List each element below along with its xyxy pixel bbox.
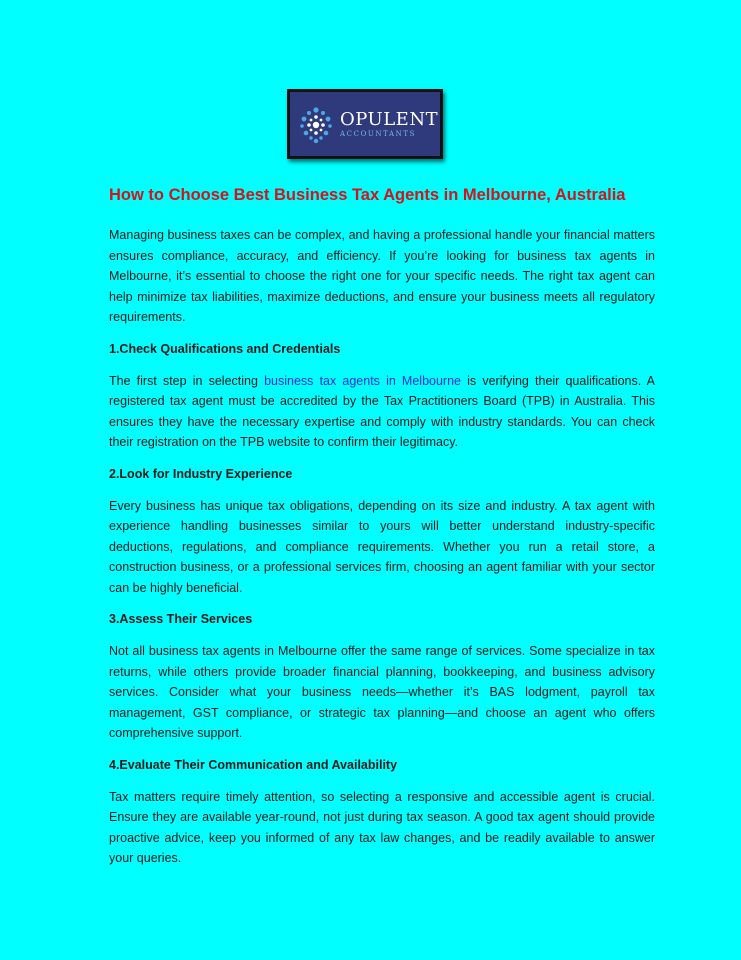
section-heading-communication: 4.Evaluate Their Communication and Availability xyxy=(109,757,398,772)
section-heading-experience: 2.Look for Industry Experience xyxy=(109,466,293,481)
business-tax-agents-link[interactable]: business tax agents in Melbourne xyxy=(264,373,462,388)
section-heading-services: 3.Assess Their Services xyxy=(109,612,253,626)
section-text: is verifying their qualifications. A registered tax agent must be accredited by the Tax Practitioners Board (TPB) in Australia. This ensures they have the necessary expertise and comply with industry standards. You can check their registration on the TPB website to confirm their legitimacy. xyxy=(109,373,656,449)
section-body-experience: Every business has unique tax obligations, depending on its size and industry. A tax agent with experience handling businesses similar to yours will better understand industry-specific deductions, regulations, and compliance requirements. Whether you run a retail store, a construction business, or a professional services firm, choosing an agent familiar with your sector can be highly beneficial. xyxy=(109,498,655,595)
logo-subtitle: ACCOUNTANTS xyxy=(340,129,417,138)
logo-name: OPULENT xyxy=(340,108,439,130)
section-body-qualifications xyxy=(109,371,655,453)
section-text: The first step in selecting xyxy=(109,373,265,388)
intro-paragraph: Managing business taxes can be complex, and having a professional handle your financial matters ensures compliance, accuracy, and efficiency. If you’re looking for business tax agents in Melbourne, it’s essential to choose the right one for your specific needs. The right tax agent can help minimize tax liabilities, maximize deductions, and ensure your business meets all regulatory requirements. xyxy=(109,228,655,324)
logo-text xyxy=(340,108,439,138)
section-body-services: Not all business tax agents in Melbourne offer the same range of services. Some specialize in tax returns, while others provide broader financial planning, bookkeeping, and business advisory services. Consider what your business needs—whether it’s BAS lodgment, payroll tax management, GST compliance, or strategic tax planning—and choose an agent who offers comprehensive support. xyxy=(109,644,655,740)
section-heading-qualifications: 1.Check Qualifications and Credentials xyxy=(109,341,341,356)
company-logo xyxy=(287,89,443,159)
article-title: How to Choose Best Business Tax Agents in Melbourne, Australia xyxy=(109,186,626,204)
section-body-communication: Tax matters require timely attention, so selecting a responsive and accessible agent is crucial. Ensure they are available year-round, not just during tax season. A good tax agent should provide proactive advice, keep you informed of any tax law changes, and be readily available to answer your queries. xyxy=(109,789,655,865)
starburst-logo-icon xyxy=(298,104,334,144)
article xyxy=(109,186,655,882)
